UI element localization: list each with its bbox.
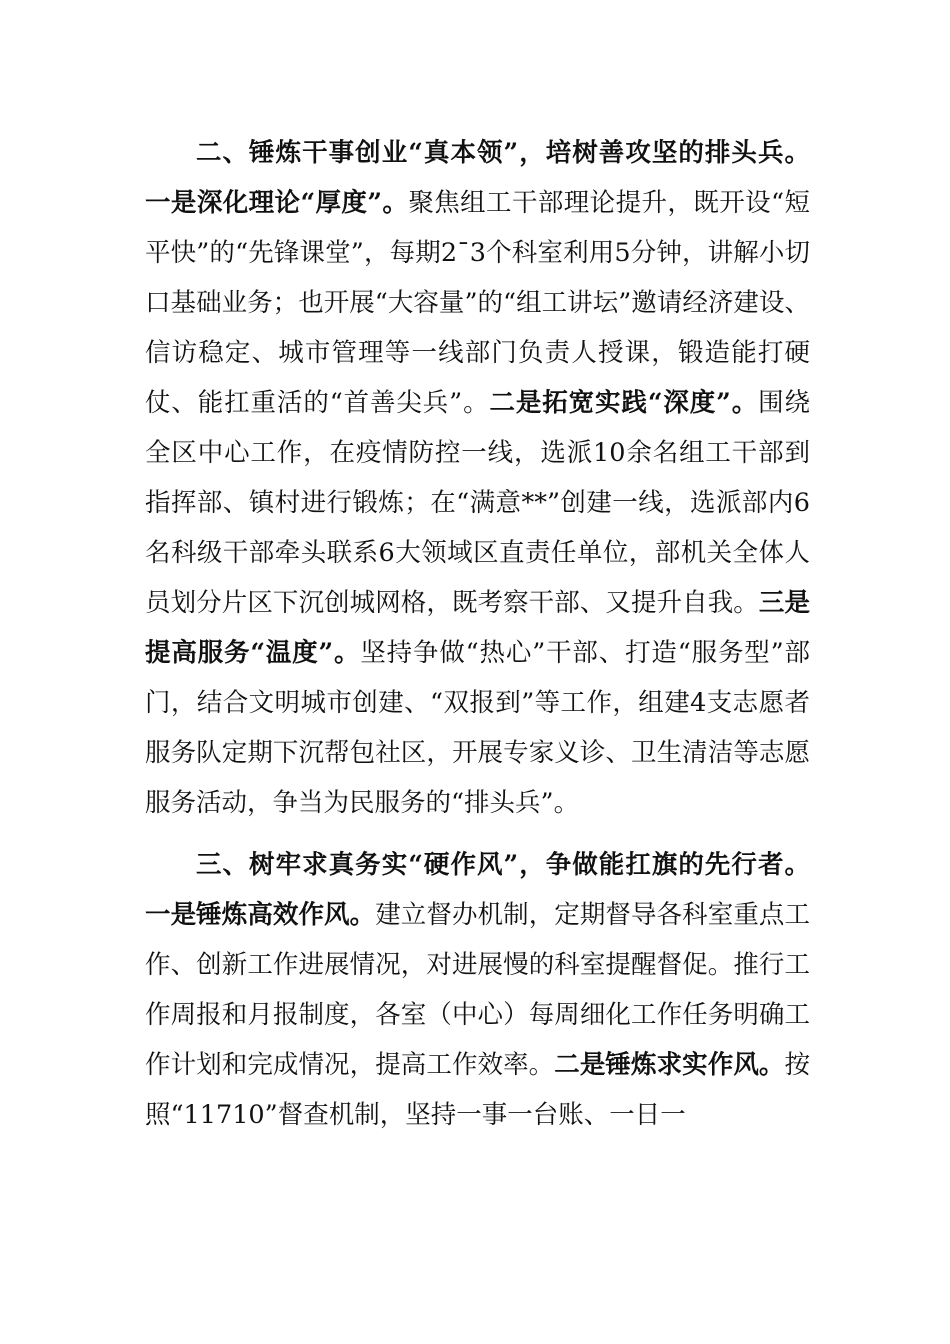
- section-2-heading: 二、锤炼干事创业“真本领”，培树善攻坚的排头兵。: [196, 138, 810, 168]
- section-2-lead-2: 二是拓宽实践“深度”。: [489, 388, 759, 418]
- section-3-heading: 三、树牢求真务实“硬作风”，争做能扛旗的先行者。: [196, 850, 810, 880]
- section-3-text-1: 建立督办机制，定期督导各科室重点工作、创新工作进展情况，对进展慢的科室提醒督促。推行工作周报和月报制度，各室（中心）每周细化工作任务明确工作计划和完成情况，提高工作效率。: [145, 900, 810, 1080]
- section-2-lead-1: 一是深化理论“厚度”。: [145, 188, 409, 218]
- section-2-text-2: 围绕全区中心工作，在疫情防控一线，选派10余名组工干部到指挥部、镇村进行锻炼；在“满意**”创建一线，选派部内6名科级干部牵头联系6大领域区直责任单位，部机关全体人员划分片区下沉创城网格，既考察干部、又提升自我。: [145, 388, 810, 618]
- document-page: [145, 128, 810, 1140]
- section-3-text-2: 按照“11710”督查机制，坚持一事一台账、一日一: [145, 1050, 810, 1130]
- section-3-lead-1: 一是锤炼高效作风。: [145, 900, 376, 930]
- section-3-paragraph: [145, 840, 810, 1140]
- section-2-lead-3: 三是提高服务“温度”。: [145, 588, 810, 668]
- section-2-paragraph: [145, 128, 810, 828]
- section-2-text-1: 聚焦组工干部理论提升，既开设“短平快”的“先锋课堂”，每期2¯3个科室利用5分钟，讲解小切口基础业务；也开展“大容量”的“组工讲坛”邀请经济建设、信访稳定、城市管理等一线部门负责人授课，锻造能打硬仗、能扛重活的“首善尖兵”。: [145, 188, 810, 418]
- section-2-text-3: 坚持争做“热心”干部、打造“服务型”部门，结合文明城市创建、“双报到”等工作，组建4支志愿者服务队定期下沉帮包社区，开展专家义诊、卫生清洁等志愿服务活动，争当为民服务的“排头兵”。: [145, 638, 810, 818]
- paragraph-gap: [145, 828, 810, 840]
- section-3-lead-2: 二是锤炼求实作风。: [554, 1050, 785, 1080]
